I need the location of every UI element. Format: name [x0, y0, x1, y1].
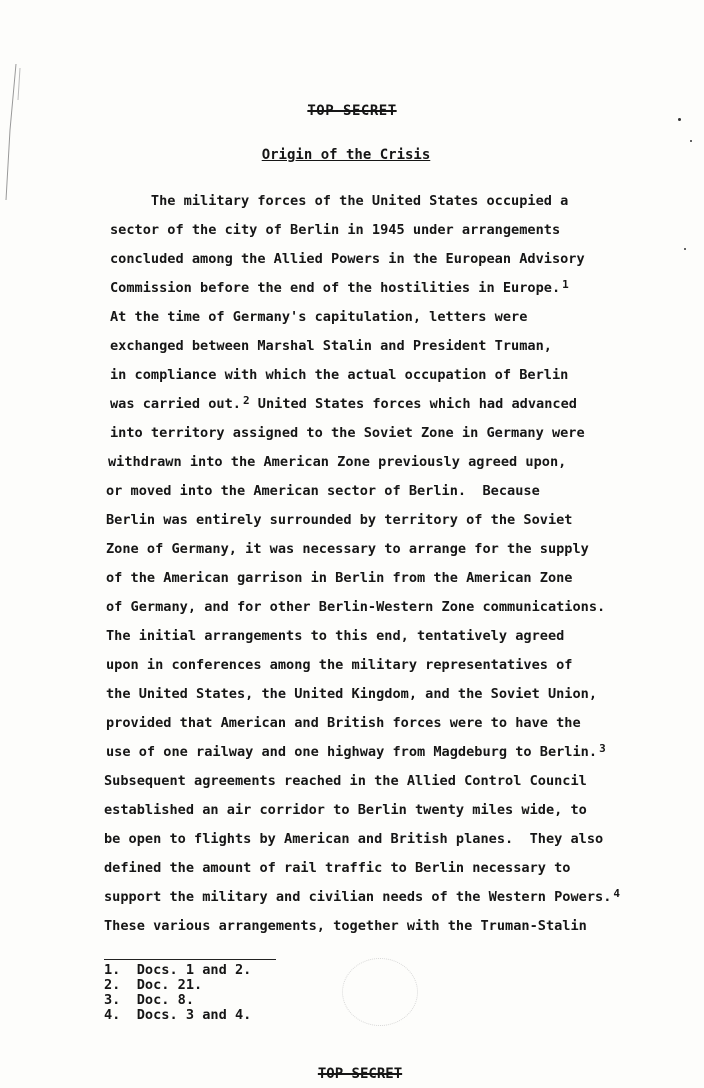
- margin-pencil-mark: [0, 60, 30, 210]
- text-line: [110, 425, 585, 441]
- line-text: The military forces of the United States occupied a: [110, 193, 569, 209]
- page-title: Origin of the Crisis: [261, 147, 431, 163]
- line-text: into territory assigned to the Soviet Zone in Germany were: [110, 425, 585, 441]
- text-line: [110, 251, 585, 267]
- line-text: or moved into the American sector of Berlin. Because: [106, 483, 540, 499]
- text-line: [104, 831, 603, 847]
- text-line: [106, 599, 605, 615]
- text-line: [106, 686, 597, 702]
- text-line: [104, 860, 571, 876]
- line-text: in compliance with which the actual occupation of Berlin: [110, 367, 569, 383]
- scan-speck: [678, 118, 681, 121]
- line-text: exchanged between Marshal Stalin and President Truman,: [110, 338, 552, 354]
- line-text: provided that American and British forces were to have the: [106, 715, 581, 731]
- classification-footer: TOP SECRET: [317, 1066, 403, 1082]
- footnote-marker: 3: [599, 742, 606, 755]
- text-line: [110, 309, 527, 325]
- line-text: be open to flights by American and British planes. They also: [104, 831, 604, 847]
- line-text-continued: United States forces which had advanced: [249, 396, 577, 412]
- footnote-marker: 2: [242, 394, 250, 407]
- footnote-item: 3. Doc. 8.: [104, 992, 195, 1008]
- footnote-rule: [104, 959, 276, 960]
- scan-speck: [684, 248, 686, 250]
- line-text: support the military and civilian needs of the Western Powers.: [104, 889, 612, 905]
- line-text: At the time of Germany's capitulation, letters were: [110, 309, 528, 325]
- text-line: [106, 657, 573, 673]
- line-text: concluded among the Allied Powers in the European Advisory: [110, 251, 585, 267]
- line-text: defined the amount of rail traffic to Berlin necessary to: [104, 860, 571, 876]
- line-text: use of one railway and one highway from Magdeburg to Berlin.: [106, 744, 598, 760]
- line-text: established an air corridor to Berlin twenty miles wide, to: [104, 802, 587, 818]
- line-text: the United States, the United Kingdom, and the Soviet Union,: [106, 686, 598, 702]
- line-text: Zone of Germany, it was necessary to arrange for the supply: [106, 541, 589, 557]
- text-line: [106, 715, 581, 731]
- line-text: upon in conferences among the military representatives of: [106, 657, 573, 673]
- line-text: These various arrangements, together with the Truman-Stalin: [104, 918, 587, 934]
- line-text: withdrawn into the American Zone previously agreed upon,: [108, 454, 567, 470]
- text-line: [108, 454, 566, 470]
- footnote-item: 1. Docs. 1 and 2.: [104, 962, 252, 978]
- text-line: [106, 744, 606, 761]
- text-line: [110, 396, 577, 413]
- footnote-item: 4. Docs. 3 and 4.: [104, 1007, 252, 1023]
- text-line: [104, 918, 587, 934]
- line-text: was carried out.: [110, 396, 241, 412]
- text-line: [106, 570, 573, 586]
- text-line: [110, 193, 568, 209]
- line-text: Subsequent agreements reached in the Allied Control Council: [104, 773, 587, 789]
- text-line: [106, 483, 540, 499]
- line-text: Commission before the end of the hostilities in Europe.: [110, 280, 561, 296]
- line-text: Berlin was entirely surrounded by territory of the Soviet: [106, 512, 573, 528]
- footnote-marker: 4: [613, 887, 621, 900]
- text-line: [110, 280, 569, 297]
- line-text: of the American garrison in Berlin from the American Zone: [106, 570, 573, 586]
- text-line: [106, 512, 573, 528]
- line-text: The initial arrangements to this end, tentatively agreed: [106, 628, 565, 644]
- text-line: [104, 773, 587, 789]
- text-line: [106, 628, 564, 644]
- text-line: [104, 889, 620, 906]
- text-line: [106, 541, 589, 557]
- scan-speck: [690, 140, 692, 142]
- text-line: [110, 222, 560, 238]
- text-line: [104, 802, 587, 818]
- footnote-item: 2. Doc. 21.: [104, 977, 203, 993]
- line-text: of Germany, and for other Berlin-Western Zone communications.: [106, 599, 606, 615]
- faded-stamp: [342, 958, 418, 1026]
- text-line: [110, 367, 568, 383]
- line-text: sector of the city of Berlin in 1945 under arrangements: [110, 222, 561, 238]
- footnote-marker: 1: [562, 278, 569, 291]
- classification-header: TOP SECRET: [307, 103, 397, 119]
- text-line: [110, 338, 552, 354]
